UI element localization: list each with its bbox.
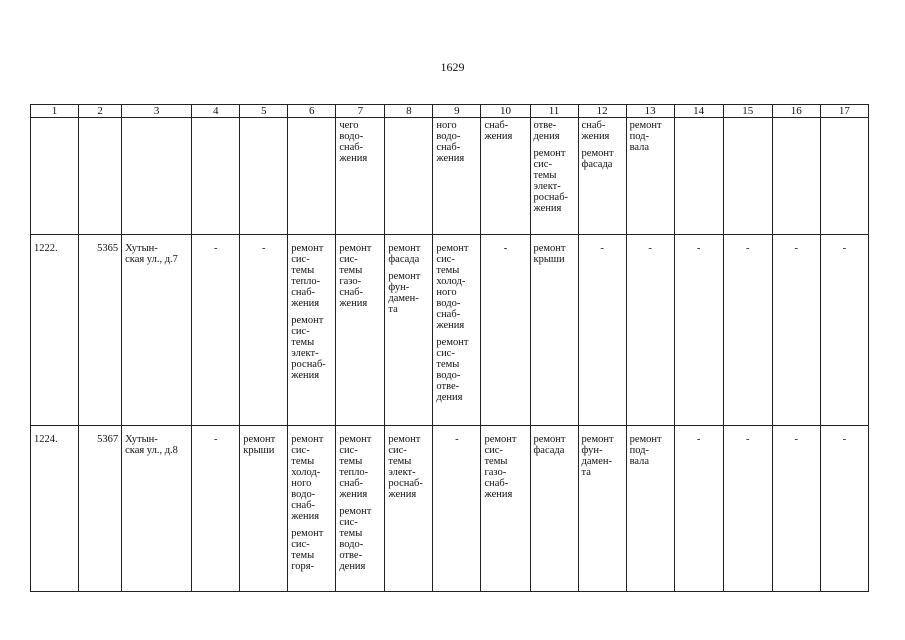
work-item <box>727 243 769 254</box>
text-line: снаб- <box>339 478 364 489</box>
text-line: ремонт <box>629 434 662 445</box>
table-cell <box>192 235 240 426</box>
column-number: 2 <box>79 105 122 118</box>
work-item <box>824 243 865 254</box>
column-number: 6 <box>288 105 336 118</box>
work-item <box>582 120 623 142</box>
column-number: 13 <box>626 105 674 118</box>
table-cell <box>578 118 626 235</box>
work-item <box>776 434 817 445</box>
text-line: - <box>794 243 798 254</box>
text-line: фасада <box>388 254 420 265</box>
table-cell <box>674 426 723 592</box>
text-line: - <box>503 243 508 254</box>
text-line: сис- <box>436 254 455 265</box>
table-cell <box>723 235 772 426</box>
text-line: крыши <box>533 254 565 265</box>
text-line: отве- <box>533 120 557 131</box>
table-cell <box>122 118 192 235</box>
text-line: тепло- <box>291 276 321 287</box>
text-line: фун- <box>581 445 603 456</box>
text-line: - <box>696 434 701 445</box>
text-line: отве- <box>339 550 363 561</box>
table-cell <box>192 118 240 235</box>
text-line: темы <box>339 528 363 539</box>
text-line: чего <box>339 120 359 131</box>
text-line: жения <box>339 489 368 500</box>
table-cell <box>820 118 868 235</box>
register-table <box>30 104 869 592</box>
table-cell <box>240 426 288 592</box>
work-item <box>436 243 477 331</box>
work-item <box>388 271 429 315</box>
text-line: темы <box>291 337 315 348</box>
work-item <box>436 434 477 445</box>
table-cell <box>433 118 481 235</box>
text-line: жения <box>388 489 417 500</box>
text-line: снаб- <box>484 478 509 489</box>
text-line: ремонт <box>436 337 469 348</box>
page-number: 1629 <box>440 60 465 74</box>
text-line: - <box>842 243 847 254</box>
work-item <box>291 315 332 381</box>
text-line: темы <box>533 170 557 181</box>
work-item <box>243 434 284 456</box>
text-line: элект- <box>388 467 416 478</box>
table-cell <box>240 118 288 235</box>
work-item <box>339 120 381 164</box>
work-item <box>534 120 575 142</box>
text-line: ремонт <box>339 506 372 517</box>
text-line: крыши <box>243 445 275 456</box>
table-cell <box>79 118 122 235</box>
table-cell <box>288 235 336 426</box>
column-number: 7 <box>336 105 385 118</box>
text-line: холод- <box>291 467 321 478</box>
text-line: ремонт <box>581 434 614 445</box>
text-line: дения <box>533 131 560 142</box>
text-line: водо- <box>291 489 316 500</box>
text-line: газо- <box>339 276 362 287</box>
table-cell <box>240 235 288 426</box>
text-line: ремонт <box>533 243 566 254</box>
text-line: дамен- <box>581 456 612 467</box>
table-row <box>31 235 869 426</box>
table-cell <box>31 235 79 426</box>
text-line: сис- <box>291 445 310 456</box>
table-cell <box>433 426 481 592</box>
text-line: водо- <box>436 370 461 381</box>
text-line: ремонт <box>436 243 469 254</box>
text-line: водо- <box>436 298 461 309</box>
text-line: роснаб- <box>533 192 569 203</box>
text-line: темы <box>436 359 460 370</box>
work-item <box>82 434 118 445</box>
text-line: снаб- <box>339 287 364 298</box>
text-line: вала <box>629 142 650 153</box>
text-line: роснаб- <box>291 359 326 370</box>
table-cell <box>385 426 433 592</box>
table-cell <box>723 426 772 592</box>
table-cell <box>192 426 240 592</box>
text-line: сис- <box>339 445 358 456</box>
text-line: жения <box>291 370 320 381</box>
text-line: сис- <box>533 159 552 170</box>
text-line: водо- <box>436 131 461 142</box>
work-item <box>678 243 720 254</box>
table-cell <box>530 426 578 592</box>
text-line: Хутын- <box>125 243 158 254</box>
text-line: жения <box>484 489 513 500</box>
work-item <box>630 120 671 153</box>
text-line: - <box>261 243 266 254</box>
table-cell <box>772 235 820 426</box>
table-cell <box>481 118 530 235</box>
column-number: 5 <box>240 105 288 118</box>
table-cell <box>79 426 122 592</box>
text-line: та <box>388 304 398 315</box>
text-line: горя- <box>291 561 315 572</box>
column-number: 1 <box>31 105 79 118</box>
column-number: 16 <box>772 105 820 118</box>
text-line: темы <box>291 550 315 561</box>
text-line: - <box>213 243 218 254</box>
work-item <box>125 434 188 456</box>
table-cell <box>626 235 674 426</box>
text-line: снаб- <box>484 120 509 131</box>
work-item <box>678 434 720 445</box>
text-line: - <box>745 243 750 254</box>
text-line: - <box>842 434 847 445</box>
work-item <box>291 528 332 572</box>
table-cell <box>820 235 868 426</box>
text-line: ремонт <box>388 243 421 254</box>
text-line: та <box>581 467 591 478</box>
table-cell <box>481 235 530 426</box>
text-line: ремонт <box>339 434 372 445</box>
text-line: газо- <box>484 467 507 478</box>
text-line: снаб- <box>291 287 316 298</box>
text-line: жения <box>436 320 465 331</box>
text-line: - <box>213 434 218 445</box>
table-cell <box>820 426 868 592</box>
column-number: 12 <box>578 105 626 118</box>
work-item <box>339 506 381 572</box>
work-item <box>125 243 188 265</box>
text-line: жения <box>581 131 610 142</box>
text-line: ремонт <box>533 434 566 445</box>
text-line: ного <box>436 120 457 131</box>
work-item <box>630 434 671 467</box>
text-line: жения <box>291 511 320 522</box>
text-line: темы <box>484 456 508 467</box>
text-line: ремонт <box>243 434 276 445</box>
table-cell <box>433 235 481 426</box>
text-line: ремонт <box>291 315 324 326</box>
header-row <box>31 105 869 118</box>
work-item <box>195 434 236 445</box>
text-line: водо- <box>339 539 364 550</box>
text-line: ремонт <box>388 434 421 445</box>
text-line: темы <box>339 265 363 276</box>
text-line: - <box>648 243 652 254</box>
column-number: 9 <box>433 105 481 118</box>
text-line: ремонт <box>291 243 324 254</box>
text-line: темы <box>291 265 315 276</box>
work-item <box>291 434 332 522</box>
text-line: тепло- <box>339 467 369 478</box>
text-line: дения <box>339 561 366 572</box>
work-item <box>582 243 623 254</box>
text-line: ремонт <box>388 271 421 282</box>
work-item <box>534 148 575 214</box>
text-line: под- <box>629 445 649 456</box>
text-line: водо- <box>339 131 364 142</box>
text-line: жения <box>533 203 562 214</box>
work-item <box>243 243 284 254</box>
table-cell <box>578 235 626 426</box>
table-cell <box>31 118 79 235</box>
table-cell <box>336 235 385 426</box>
column-number: 8 <box>385 105 433 118</box>
table-row <box>31 426 869 592</box>
table-cell <box>288 118 336 235</box>
work-item <box>484 434 526 500</box>
table-cell <box>481 426 530 592</box>
text-line: ремонт <box>291 528 324 539</box>
table-cell <box>122 426 192 592</box>
work-item <box>195 243 236 254</box>
text-line: ремонт <box>533 148 566 159</box>
table-cell <box>31 426 79 592</box>
text-line: дения <box>436 392 463 403</box>
work-item <box>82 243 118 254</box>
column-number: 4 <box>192 105 240 118</box>
text-line: темы <box>436 265 460 276</box>
work-item <box>727 434 769 445</box>
table-row <box>31 118 869 235</box>
text-line: сис- <box>484 445 503 456</box>
text-line: сис- <box>339 254 358 265</box>
text-line: 5367 <box>97 434 119 445</box>
text-line: - <box>794 434 798 445</box>
text-line: ремонт <box>629 120 662 131</box>
text-line: ремонт <box>291 434 324 445</box>
work-item <box>388 243 429 265</box>
text-line: снаб- <box>436 309 461 320</box>
text-line: жения <box>339 298 368 309</box>
work-item <box>339 243 381 309</box>
work-item <box>34 434 75 445</box>
work-item <box>291 243 332 309</box>
table-cell <box>723 118 772 235</box>
table-cell <box>626 118 674 235</box>
text-line: ская ул., д.7 <box>125 254 178 265</box>
work-item <box>436 337 477 403</box>
work-item <box>534 243 575 265</box>
text-line: дамен- <box>388 293 419 304</box>
table-cell <box>385 235 433 426</box>
text-line: жения <box>484 131 513 142</box>
text-line: фасада <box>581 159 613 170</box>
text-line: ремонт <box>484 434 517 445</box>
text-line: темы <box>388 456 412 467</box>
text-line: ного <box>291 478 312 489</box>
table-cell <box>530 235 578 426</box>
text-line: сис- <box>291 539 310 550</box>
table-cell <box>674 235 723 426</box>
column-number: 15 <box>723 105 772 118</box>
table-cell <box>674 118 723 235</box>
text-line: ремонт <box>581 148 614 159</box>
text-line: элект- <box>291 348 319 359</box>
text-line: Хутын- <box>125 434 158 445</box>
text-line: - <box>455 434 459 445</box>
work-item <box>582 148 623 170</box>
work-item <box>534 434 575 456</box>
work-item <box>484 120 526 142</box>
column-number: 11 <box>530 105 578 118</box>
text-line: ремонт <box>339 243 372 254</box>
work-item <box>339 434 381 500</box>
table-cell <box>79 235 122 426</box>
text-line: снаб- <box>339 142 364 153</box>
text-line: фасада <box>533 445 565 456</box>
text-line: под- <box>629 131 649 142</box>
work-item <box>776 243 817 254</box>
text-line: жения <box>339 153 368 164</box>
text-line: сис- <box>291 254 310 265</box>
text-line: ская ул., д.8 <box>125 445 178 456</box>
text-line: 5365 <box>97 243 119 254</box>
table-cell <box>578 426 626 592</box>
column-number: 17 <box>820 105 868 118</box>
text-line: сис- <box>436 348 455 359</box>
text-line: сис- <box>339 517 358 528</box>
table-cell <box>122 235 192 426</box>
table-cell <box>772 426 820 592</box>
text-line: ного <box>436 287 457 298</box>
work-item <box>630 243 671 254</box>
text-line: снаб- <box>581 120 606 131</box>
column-number: 3 <box>122 105 192 118</box>
text-line: снаб- <box>436 142 461 153</box>
text-line: темы <box>339 456 363 467</box>
text-line: - <box>600 243 604 254</box>
text-line: 1224. <box>34 434 58 445</box>
text-line: 1222. <box>34 243 58 254</box>
text-line: вала <box>629 456 650 467</box>
text-line: элект- <box>533 181 561 192</box>
table-cell <box>626 426 674 592</box>
work-item <box>34 243 75 254</box>
text-line: сис- <box>291 326 310 337</box>
text-line: жения <box>291 298 320 309</box>
table-cell <box>336 118 385 235</box>
work-item <box>484 243 526 254</box>
column-number: 14 <box>674 105 723 118</box>
text-line: отве- <box>436 381 460 392</box>
text-line: - <box>745 434 750 445</box>
table-cell <box>385 118 433 235</box>
work-item <box>436 120 477 164</box>
column-number: 10 <box>481 105 530 118</box>
text-line: холод- <box>436 276 466 287</box>
table-cell <box>772 118 820 235</box>
text-line: сис- <box>388 445 407 456</box>
work-item <box>388 434 429 500</box>
text-line: фун- <box>388 282 410 293</box>
table-cell <box>336 426 385 592</box>
work-item <box>582 434 623 478</box>
text-line: снаб- <box>291 500 316 511</box>
table-cell <box>288 426 336 592</box>
text-line: роснаб- <box>388 478 423 489</box>
text-line: жения <box>436 153 465 164</box>
text-line: темы <box>291 456 315 467</box>
table-cell <box>530 118 578 235</box>
text-line: - <box>696 243 701 254</box>
work-item <box>824 434 865 445</box>
